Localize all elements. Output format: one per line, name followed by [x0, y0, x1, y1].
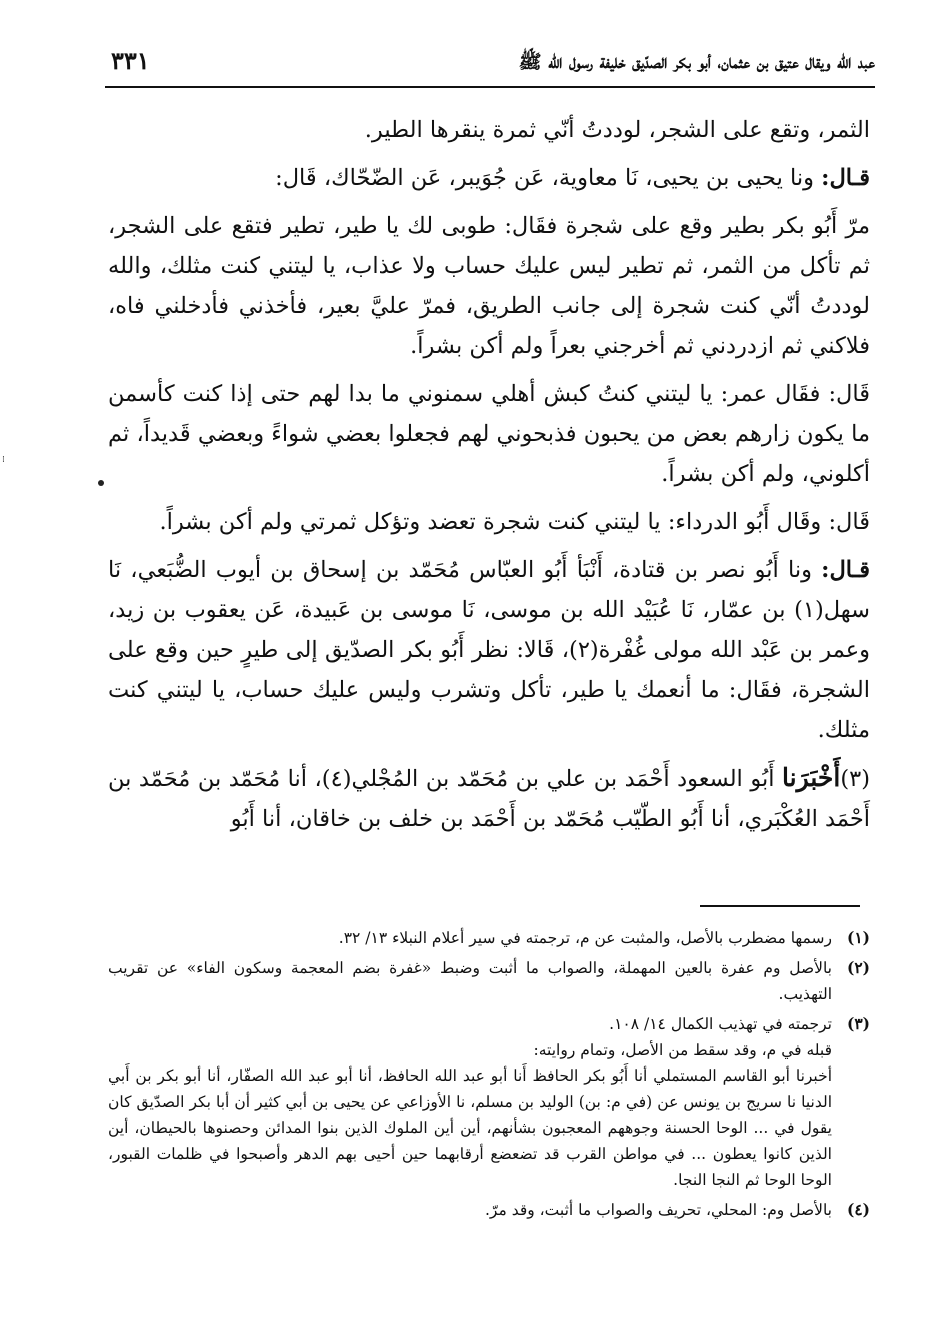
footnote-separator — [700, 905, 860, 907]
scan-speck: ⁞ — [2, 455, 5, 465]
paragraph — [108, 758, 870, 839]
footnote — [108, 1197, 870, 1223]
paragraph-text: قَال: فقَال عمر: يا ليتني كنتُ كبش أهلي سمنوني ما بدا لهم حتى إذا كنت كأسمن ما يكون زارهم بعض من يحبون فذبحوني لهم فجعلوا بعضي شواءً وبعضي قَديداً، ثم أكلوني، ولم أكن بشراً. — [108, 381, 870, 487]
footnote — [108, 925, 870, 951]
footnotes — [108, 925, 870, 1227]
footnote-line: قبله في م، وقد سقط من الأصل، وتمام روايته: — [533, 1041, 832, 1059]
paragraph-lead: قـال: — [821, 557, 870, 583]
scan-speck — [98, 480, 104, 486]
footnote-line: رسمها مضطرب بالأصل، والمثبت عن م، ترجمته في سير أعلام النبلاء ١٣/ ٣٢. — [338, 929, 832, 947]
footnote-line: بالأصل وم: المحلي، تحريف والصواب ما أثبت، وقد مرّ. — [485, 1201, 832, 1219]
footnote-number: (٣) — [846, 1014, 870, 1033]
footnote — [108, 955, 870, 1007]
paragraph-text: الثمر، وتقع على الشجر، لوددتُ أنّي ثمرة ينقرها الطير. — [364, 117, 870, 143]
paragraph-text: ونا أَبُو نصر بن قتادة، أَنْبَأ أَبُو العبّاس مُحَمّد بن إسحاق بن أيوب الضُّبَعي، نَا سهل(١) بن عمّار، نَا عُبَيْد الله بن موسى، نَا موسى بن عَبيدة، عَن يعقوب بن زيد، وعمر بن عَبْد الله مولى غُفْرة(٢)، قَالا: نظر أَبُو بكر الصدّيق إلى طيرٍ حين وقع على الشجرة، فقَال: ما أنعمك يا طير، تأكل وتشرب وليس عليك حساب، يا ليتني كنت مثلك. — [108, 557, 871, 743]
footnote-line: ترجمته في تهذيب الكمال ١٤/ ١٠٨. — [609, 1015, 832, 1033]
paragraph-text: مرّ أَبُو بكر بطير وقع على شجرة فقَال: طوبى لك يا طير، تطير فتقع على الشجر، ثم تأكل من الثمر، ثم تطير ليس عليك حساب ولا عذاب، يا ليتني كنت مثلك، والله لوددتُ أنّي كنت شجرة إلى جانب الطريق، فمرّ عليَّ بعير، فأخذني فأدخلني فاه، فلاكني ثم ازدردني ثم أخرجني بعراً ولم أكن بشراً. — [108, 213, 870, 359]
footnote-line: بالأصل وم عفرة بالعين المهملة، والصواب ما أثبت وضبط «غفرة بضم المعجمة وسكون الفاء» عن تقريب التهذيب. — [108, 959, 832, 1003]
paragraph-text: أَبُو السعود أَحْمَد بن علي بن مُحَمّد بن المُجْلي(٤)، أنا مُحَمّد بن مُحَمّد بن أَحْمَد العُكْبَري، أنا أَبُو الطّيّب مُحَمّد بن أَحْمَد بن خلف بن خاقان، أنا أَبُو — [108, 766, 870, 832]
footnote-ref: (٣) — [840, 766, 870, 792]
paragraph-text: قَال: وقَال أَبُو الدرداء: يا ليتني كنت شجرة تعضد وتؤكل ثمرتي ولم أكن بشراً. — [159, 509, 870, 535]
paragraph — [108, 110, 870, 150]
footnote-number: (٤) — [846, 1200, 870, 1219]
running-title: عبد الله ويقال عتيق بن عثمان، أبو بكر الصدّيق خليفة رسول الله ﷺ — [518, 51, 875, 73]
page-number: ٣٣١ — [111, 46, 150, 75]
paragraph-lead: قـال: — [821, 165, 870, 191]
page-header — [105, 40, 875, 88]
paragraph-text: ونا يحيى بن يحيى، نَا معاوية، عَن جُوَيبر، عَن الضّحّاك، قَال: — [275, 165, 822, 191]
footnote-line: أخبرنا أبو القاسم المستملي أنا أَبُو بكر الحافظ أَنا أبو عبد الله الحافظ، أنا أبو عبد الله الصفّار، أنا أبو بكر بن أَبي الدنيا نا سريج بن يونس عن (في م: بن) الوليد بن مسلم، نا الأوزاعي عن يحيى بن أبي كثير أن أبا بكر الصدّيق كان يقول في ... الوحا الحسنة وجوههم المعجبون بشأنهم، أين أين الملوك الذين بنوا المدائن وحصنوها بالحيطان، أين الذين كانوا يعطون ... في مواطن القرب قد تضعضع أرقابهما حين أحيى بهم الدهر وأصبحوا في ظلمات القبور، الوحا الوحا ثم النجا النجا. — [108, 1067, 832, 1189]
paragraph — [108, 158, 870, 198]
footnote-number: (٢) — [846, 958, 870, 977]
main-text — [108, 110, 870, 847]
paragraph — [108, 206, 870, 366]
paragraph — [108, 550, 870, 750]
footnote-number: (١) — [846, 928, 870, 947]
paragraph — [108, 502, 870, 542]
paragraph-lead: أَخْبَرَنا — [782, 763, 841, 792]
footnote — [108, 1011, 870, 1193]
paragraph — [108, 374, 870, 494]
